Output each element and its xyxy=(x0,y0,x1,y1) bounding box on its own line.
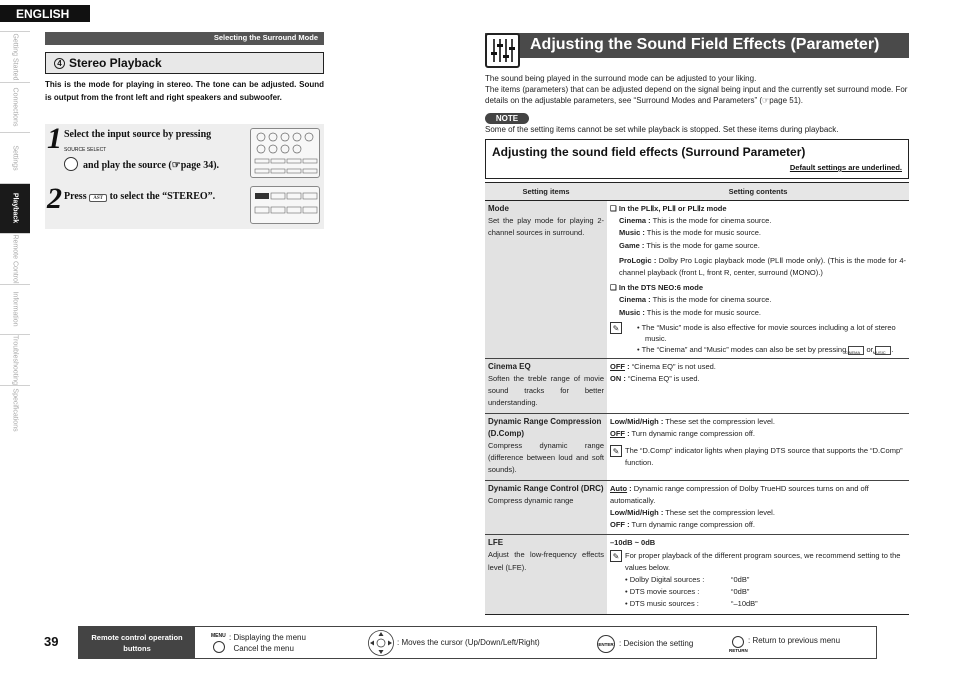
remote-illustration-2 xyxy=(250,186,320,224)
sound-equalizer-icon xyxy=(485,33,520,68)
table-row-lfe: LFE Adjust the low-frequency effects level (LFE). –10dB ~ 0dB ✎ For proper playback of the different program sources, we recommend setting to the values below. • Dolby Digital sources : “0dB” • DTS movie sources : “0dB” • DTS music sources : “–10dB” xyxy=(485,535,909,614)
legend-label: Remote control operation buttons xyxy=(79,627,195,658)
reference-icon: ☞ xyxy=(762,96,770,106)
side-tab-nav xyxy=(0,31,30,435)
parameter-table xyxy=(485,182,909,615)
tab-playback[interactable]: Playback xyxy=(0,183,30,234)
pencil-note-icon: ✎ xyxy=(610,322,622,334)
menu-button-label: MENU xyxy=(211,633,226,639)
surround-parameter-subsection xyxy=(485,139,909,179)
step-1-text: Select the input source by pressing SOURCE SELECT and play the source (☞page 34). xyxy=(64,129,220,171)
stereo-title-text: Stereo Playback xyxy=(69,56,162,70)
reference-icon: ☞ xyxy=(171,160,181,171)
table-row-drc: Dynamic Range Control (DRC) Compress dynamic range Auto : Dynamic range compression of Dolby TrueHD sources turns on and off automatically. Low/Mid/High : These set the compression level. OFF : Turn dynamic range compression off. xyxy=(485,480,909,535)
stereo-description: This is the mode for playing in stereo. The tone can be adjusted. Sound is output from the front left and right speakers and subwoofer. xyxy=(45,80,324,102)
page-header: Selecting the Surround Mode xyxy=(45,32,324,45)
enter-button-icon: ENTER xyxy=(597,635,615,653)
return-button-label: RETURN xyxy=(729,648,748,653)
header-setting-contents: Setting contents xyxy=(607,183,909,201)
tab-information[interactable]: Information xyxy=(0,284,30,335)
language-label: ENGLISH xyxy=(0,5,90,22)
menu-button-icon xyxy=(213,641,225,653)
main-title: Adjusting the Sound Field Effects (Parameter) xyxy=(485,33,909,58)
table-row-mode: Mode Set the play mode for playing 2-channel sources in surround. ❑ In the PLⅡx, PLⅡ or PLⅡz mode Cinema : This is the mode for cinema source. Music : This is the mode for music source. Game : This is the mode for game source. ProLogic : Dolby Pro Logic playback mode (PLⅡ mode only). (This is the mode for 4-channel playback (front L, front R, center, surround (MONO).) ❑ In the DTS NEO:6 mode Cinema : This is the mode for cinema source. Music : This is the mode for music source. ✎ • The “Music” mode is also effective for movie sources including a lot of stereo music. • The “Cinema” and “Music” modes can also be set by pressing CINEMA or MUSIC . xyxy=(485,201,909,359)
steps-panel xyxy=(45,124,324,229)
stereo-section-title xyxy=(45,52,324,74)
return-button-icon xyxy=(732,636,744,648)
remote-buttons-legend xyxy=(78,626,877,659)
pencil-note-icon: ✎ xyxy=(610,550,622,562)
enter-button-text: : Decision the setting xyxy=(619,639,694,648)
cursor-pad-icon xyxy=(367,629,395,662)
intro-text: The sound being played in the surround mode can be adjusted to your liking. The items (parameters) that can be adjusted depend on the signal being input and the currently set surround mode. For details on the adjustable parameters, see “Surround Modes and Parameters” (☞page 51). xyxy=(485,74,908,106)
tab-connections[interactable]: Connections xyxy=(0,82,30,133)
source-select-button-icon xyxy=(64,157,78,171)
return-button-text: : Return to previous menu xyxy=(748,636,841,645)
menu-button-text: : Displaying the menu Cancel the menu xyxy=(229,633,306,653)
tab-remote-control[interactable]: Remote Control xyxy=(0,233,30,284)
source-select-label: SOURCE SELECT xyxy=(64,147,107,153)
remote-illustration-1 xyxy=(250,128,320,178)
ast-button-icon: AST xyxy=(89,194,107,202)
defaults-note: Default settings are underlined. xyxy=(789,163,902,172)
table-row-dcomp: Dynamic Range Compression (D.Comp) Compress dynamic range (difference between loud and soft sounds). Low/Mid/High : These set the compression level. OFF : Turn dynamic range compression off. ✎ The “D.Comp” indicator lights when playing DTS source that supports the “D.Comp” function. xyxy=(485,413,909,480)
tab-settings[interactable]: Settings xyxy=(0,132,30,183)
step-2-text: Press AST to select the “STEREO”. xyxy=(64,191,216,202)
page-number: 39 xyxy=(44,634,59,649)
cursor-pad-text: : Moves the cursor (Up/Down/Left/Right) xyxy=(397,638,540,647)
music-button-icon: MUSIC xyxy=(875,346,891,355)
tab-getting-started[interactable]: Getting Started xyxy=(0,31,30,82)
tab-troubleshooting[interactable]: Troubleshooting xyxy=(0,334,30,385)
table-row-cinema-eq: Cinema EQ Soften the treble range of movie sound tracks for better understanding. OFF : “Cinema EQ” is not used. ON : “Cinema EQ” is used. xyxy=(485,358,909,413)
subsection-title: Adjusting the sound field effects (Surround Parameter) xyxy=(492,145,806,159)
step-number-1: 1 xyxy=(47,122,62,155)
section-number: 4 xyxy=(54,58,65,69)
step-number-2: 2 xyxy=(47,182,62,215)
note-text: Some of the setting items cannot be set while playback is stopped. Set these items during playback. xyxy=(485,125,839,134)
pencil-note-icon: ✎ xyxy=(610,445,622,457)
header-setting-items: Setting items xyxy=(485,183,607,201)
note-badge: NOTE xyxy=(485,113,529,124)
tab-specifications[interactable]: Specifications xyxy=(0,385,30,436)
cinema-button-icon: CINEMA xyxy=(848,346,864,355)
